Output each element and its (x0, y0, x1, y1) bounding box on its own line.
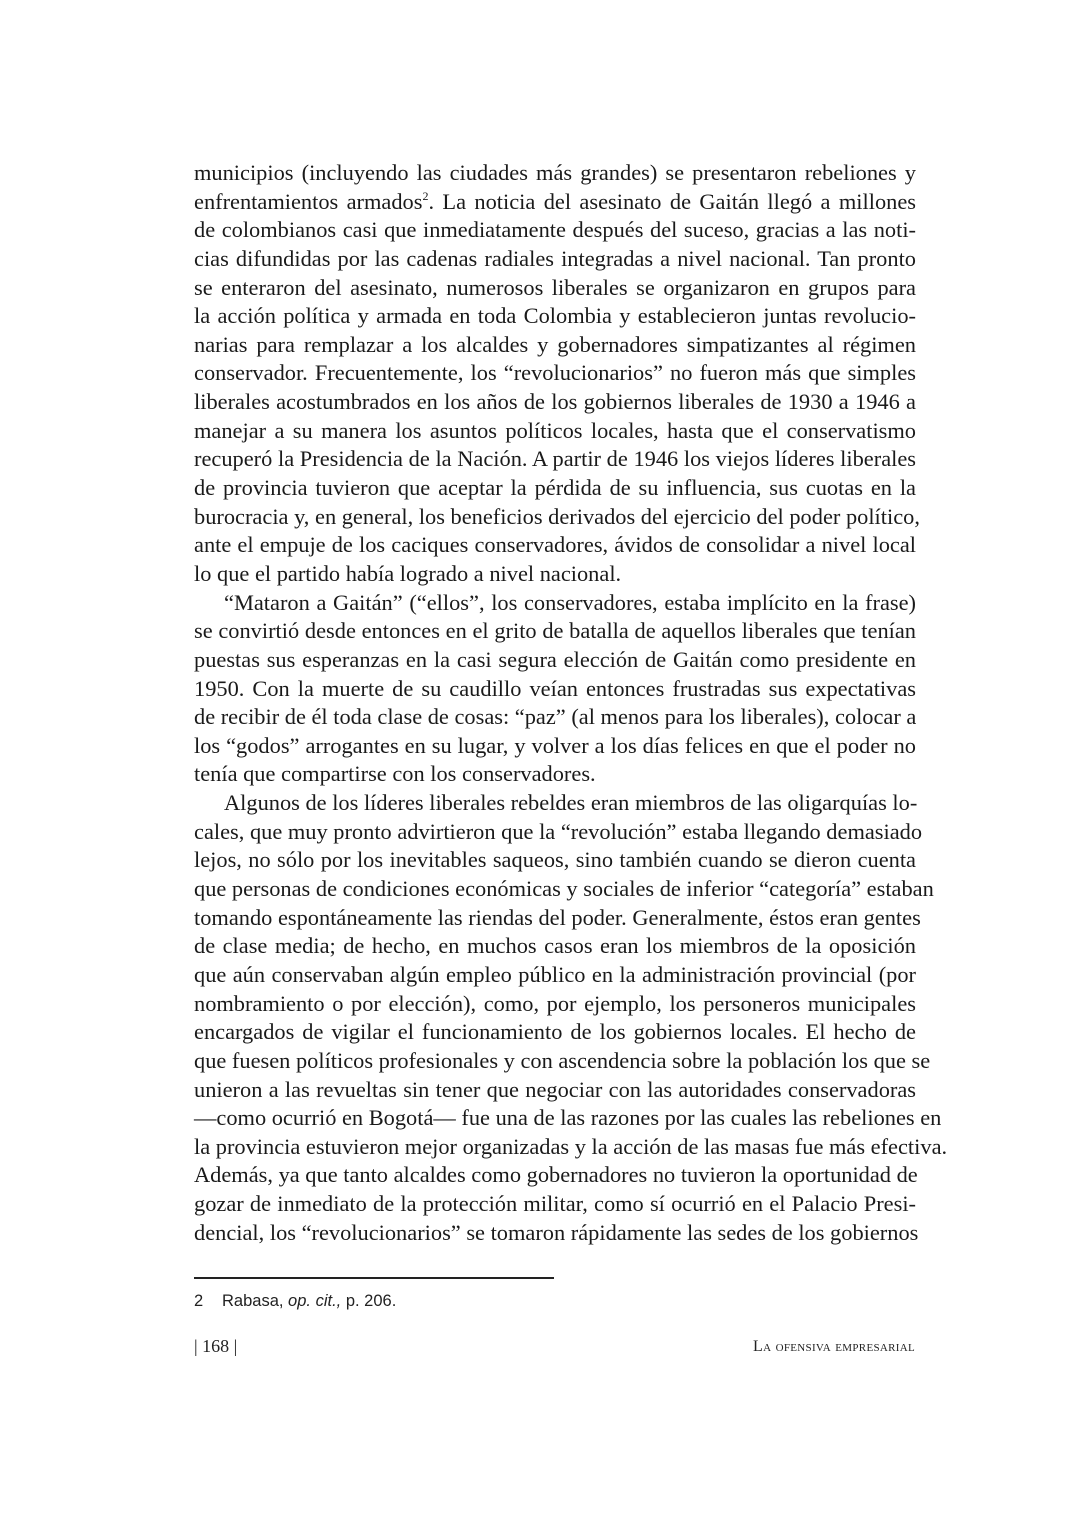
footnote-number: 2 (194, 1292, 204, 1310)
text-line: que aún conservaban algún empleo público en la administración provincial (por (194, 961, 916, 987)
text-line: —como ocurrió en Bogotá— fue una de las razones por las cuales las rebeliones en (194, 1105, 942, 1131)
text-line: conservador. Frecuentemente, los “revolucionarios” no fueron más que simples (194, 360, 916, 386)
page-number: | 168 | (194, 1336, 238, 1356)
text-line: de recibir de él toda clase de cosas: “paz” (al menos para los liberales), colocar a (194, 704, 917, 730)
text-line: recuperó la Presidencia de la Nación. A partir de 1946 los viejos líderes liberales (194, 446, 916, 472)
text-line: Algunos de los líderes liberales rebeldes eran miembros de las oligarquías lo- (224, 790, 918, 816)
text-line: lejos, no sólo por los inevitables saqueos, sino también cuando se dieron cuenta (194, 847, 916, 873)
text-line: que personas de condiciones económicas y sociales de inferior “categoría” estaban (194, 876, 934, 902)
text-line: de clase media; de hecho, en muchos casos eran los miembros de la oposición (194, 933, 916, 959)
footnote (194, 1292, 396, 1311)
text-line: ante el empuje de los caciques conservadores, ávidos de consolidar a nivel local (194, 532, 916, 558)
text-line: 1950. Con la muerte de su caudillo veían entonces frustradas sus expectativas (194, 675, 916, 701)
text-line: narias para remplazar a los alcaldes y gobernadores simpatizantes al régimen (194, 331, 916, 357)
text-line: la acción política y armada en toda Colombia y establecieron juntas revolucio- (194, 303, 916, 329)
text-line: de provincia tuvieron que aceptar la pérdida de su influencia, sus cuotas en la (194, 475, 916, 501)
text-line: municipios (incluyendo las ciudades más grandes) se presentaron rebeliones y (194, 160, 916, 185)
footnote-page: p. 206. (341, 1292, 397, 1310)
text-line: liberales acostumbrados en los años de los gobiernos liberales de 1930 a 1946 a (194, 389, 916, 415)
text-line: los “godos” arrogantes en su lugar, y volver a los días felices en que el poder no (194, 732, 916, 758)
text-line: encargados de vigilar el funcionamiento de los gobiernos locales. El hecho de (194, 1019, 916, 1045)
running-head: La ofensiva empresarial (753, 1338, 915, 1355)
text-line: lo que el partido había logrado a nivel nacional. (194, 560, 622, 586)
body-text (194, 159, 948, 1247)
text-line: nombramiento o por elección), como, por ejemplo, los personeros municipales (194, 990, 916, 1016)
text-line: “Mataron a Gaitán” (“ellos”, los conservadores, estaba implícito en la frase) (224, 589, 916, 615)
text-line: cias difundidas por las cadenas radiales integradas a nivel nacional. Tan pronto (194, 245, 916, 271)
text-line: se convirtió desde entonces en el grito de batalla de aquellos liberales que tenían (194, 618, 916, 644)
footnote-separator (194, 1277, 554, 1279)
text-line: que fuesen políticos profesionales y con ascendencia sobre la población los que se (194, 1047, 931, 1073)
text-line: de colombianos casi que inmediatamente después del suceso, gracias a las noti- (194, 217, 916, 243)
text-line: unieron a las revueltas sin tener que negociar con las autoridades conservadoras (194, 1076, 916, 1102)
text-line: se enteraron del asesinato, numerosos liberales se organizaron en grupos para (194, 274, 916, 300)
text-line: manejar a su manera los asuntos políticos locales, hasta que el conservatismo (194, 417, 916, 443)
text-line: burocracia y, en general, los beneficios derivados del ejercicio del poder político, (194, 503, 920, 529)
text-line: Además, ya que tanto alcaldes como gobernadores no tuvieron la oportunidad de (194, 1162, 918, 1188)
footnote-reference[interactable]: 2 (422, 188, 429, 203)
footnote-author: Rabasa, (222, 1292, 289, 1310)
text-line: cales, que muy pronto advirtieron que la “revolución” estaba llegando demasiado (194, 818, 923, 844)
text-line: tenía que compartirse con los conservadores. (194, 761, 596, 787)
text-line: dencial, los “revolucionarios” se tomaron rápidamente las sedes de los gobiernos (194, 1219, 919, 1245)
text-line: tomando espontáneamente las riendas del poder. Generalmente, éstos eran gentes (194, 904, 921, 930)
footnote-italic: op. cit., (288, 1292, 342, 1310)
text-line: enfrentamientos armados$^2$. La noticia del asesinato de Gaitán llegó a millones (194, 188, 916, 214)
text-line: la provincia estuvieron mejor organizadas y la acción de las masas fue más efectiva. (194, 1133, 948, 1159)
text-line: puestas sus esperanzas en la casi segura elección de Gaitán como presidente en (194, 646, 916, 672)
text-line: gozar de inmediato de la protección militar, como sí ocurrió en el Palacio Presi- (194, 1191, 916, 1217)
